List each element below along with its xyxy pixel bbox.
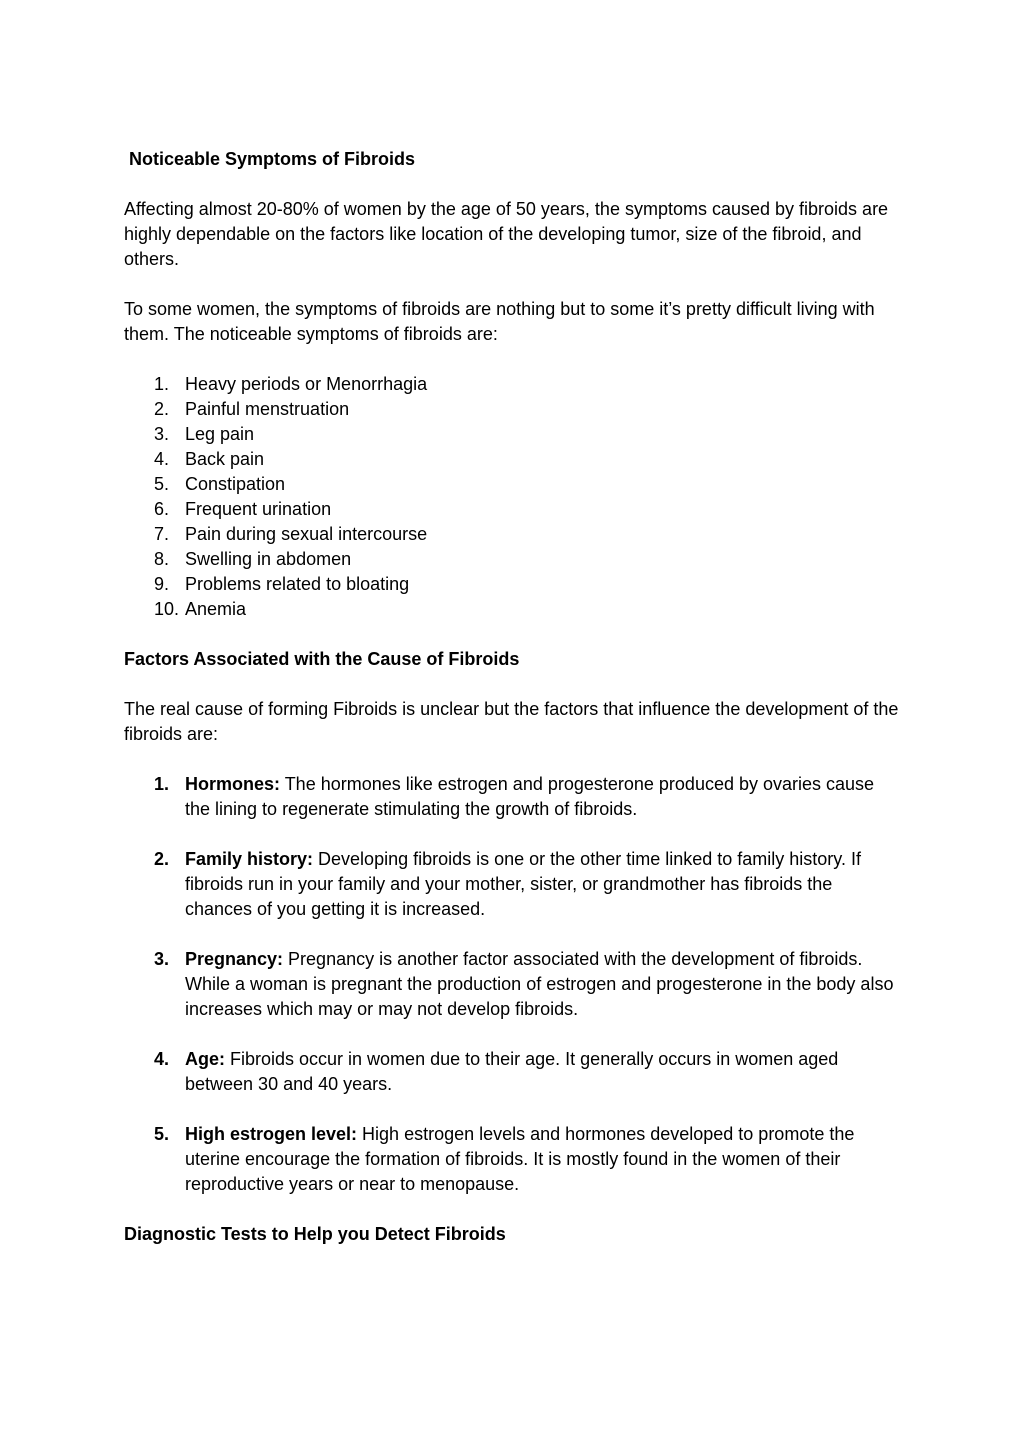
list-item-text: Problems related to bloating bbox=[185, 574, 410, 594]
list-item bbox=[124, 372, 904, 397]
factors-list bbox=[124, 772, 904, 1197]
list-number: 5. bbox=[154, 474, 170, 494]
list-spacer bbox=[124, 1022, 904, 1047]
list-item bbox=[124, 447, 904, 472]
list-item-text: Painful menstruation bbox=[185, 399, 350, 419]
list-item bbox=[124, 472, 904, 497]
list-number: 6. bbox=[154, 499, 170, 519]
list-item-text: Leg pain bbox=[185, 424, 255, 444]
list-number: 9. bbox=[154, 574, 170, 594]
list-item bbox=[124, 397, 904, 422]
list-number: 2. bbox=[154, 399, 170, 419]
list-item-text: Frequent urination bbox=[185, 499, 332, 519]
list-item bbox=[124, 547, 904, 572]
list-number: 8. bbox=[154, 549, 170, 569]
factor-description: High estrogen levels and hormones developed to promote the uterine encourage the formation of fibroids. It is mostly found in the women of their reproductive years or near to menopause. bbox=[185, 1124, 855, 1194]
list-spacer bbox=[124, 1097, 904, 1122]
list-number: 5. bbox=[154, 1124, 170, 1144]
factor-description: Fibroids occur in women due to their age. It generally occurs in women aged between 30 and 40 years. bbox=[185, 1049, 839, 1094]
factor-description: Developing fibroids is one or the other time linked to family history. If fibroids run in your family and your mother, sister, or grandmother has fibroids the chances of you getting it is increased. bbox=[185, 849, 861, 919]
list-item bbox=[124, 572, 904, 597]
factor-term: Hormones: bbox=[185, 774, 281, 794]
list-item bbox=[124, 422, 904, 447]
list-item-text: Pain during sexual intercourse bbox=[185, 524, 428, 544]
list-item bbox=[124, 1047, 904, 1097]
factor-term: Pregnancy: bbox=[185, 949, 284, 969]
list-item bbox=[124, 947, 904, 1022]
list-item bbox=[124, 1122, 904, 1197]
section-heading-diagnostic: Diagnostic Tests to Help you Detect Fibroids bbox=[124, 1224, 506, 1244]
list-item-text: Swelling in abdomen bbox=[185, 549, 352, 569]
section-heading-factors: Factors Associated with the Cause of Fibroids bbox=[124, 649, 520, 669]
list-number: 4. bbox=[154, 449, 170, 469]
list-number: 10. bbox=[154, 599, 180, 619]
factor-term: High estrogen level: bbox=[185, 1124, 358, 1144]
list-number: 2. bbox=[154, 849, 170, 869]
factor-term: Age: bbox=[185, 1049, 225, 1069]
factor-description: The hormones like estrogen and progesterone produced by ovaries cause the lining to regenerate stimulating the growth of fibroids. bbox=[185, 774, 875, 819]
list-number: 7. bbox=[154, 524, 170, 544]
document-page bbox=[124, 147, 904, 1247]
list-item-text: Heavy periods or Menorrhagia bbox=[185, 374, 428, 394]
list-item-text: Back pain bbox=[185, 449, 265, 469]
list-number: 1. bbox=[154, 774, 170, 794]
factor-description: Pregnancy is another factor associated with the development of fibroids. While a woman is pregnant the production of estrogen and progesterone in the body also increases which may or may not develop fibroids. bbox=[185, 949, 894, 1019]
section-heading-symptoms: Noticeable Symptoms of Fibroids bbox=[129, 149, 416, 169]
list-spacer bbox=[124, 822, 904, 847]
list-number: 3. bbox=[154, 949, 170, 969]
list-item-text: Anemia bbox=[185, 599, 247, 619]
list-item bbox=[124, 497, 904, 522]
symptoms-list bbox=[124, 372, 904, 622]
list-item bbox=[124, 522, 904, 547]
list-spacer bbox=[124, 922, 904, 947]
factor-term: Family history: bbox=[185, 849, 314, 869]
list-item bbox=[124, 597, 904, 622]
list-number: 1. bbox=[154, 374, 170, 394]
list-item bbox=[124, 847, 904, 922]
list-item-text: Constipation bbox=[185, 474, 286, 494]
symptoms-paragraph-1: Affecting almost 20-80% of women by the age of 50 years, the symptoms caused by fibroids are highly dependable on the factors like location of the developing tumor, size of the fibroid, and others. bbox=[124, 199, 889, 269]
list-item bbox=[124, 772, 904, 822]
list-number: 3. bbox=[154, 424, 170, 444]
list-number: 4. bbox=[154, 1049, 170, 1069]
symptoms-paragraph-2: To some women, the symptoms of fibroids are nothing but to some it’s pretty difficult living with them. The noticeable symptoms of fibroids are: bbox=[124, 299, 875, 344]
factors-intro: The real cause of forming Fibroids is unclear but the factors that influence the development of the fibroids are: bbox=[124, 699, 899, 744]
